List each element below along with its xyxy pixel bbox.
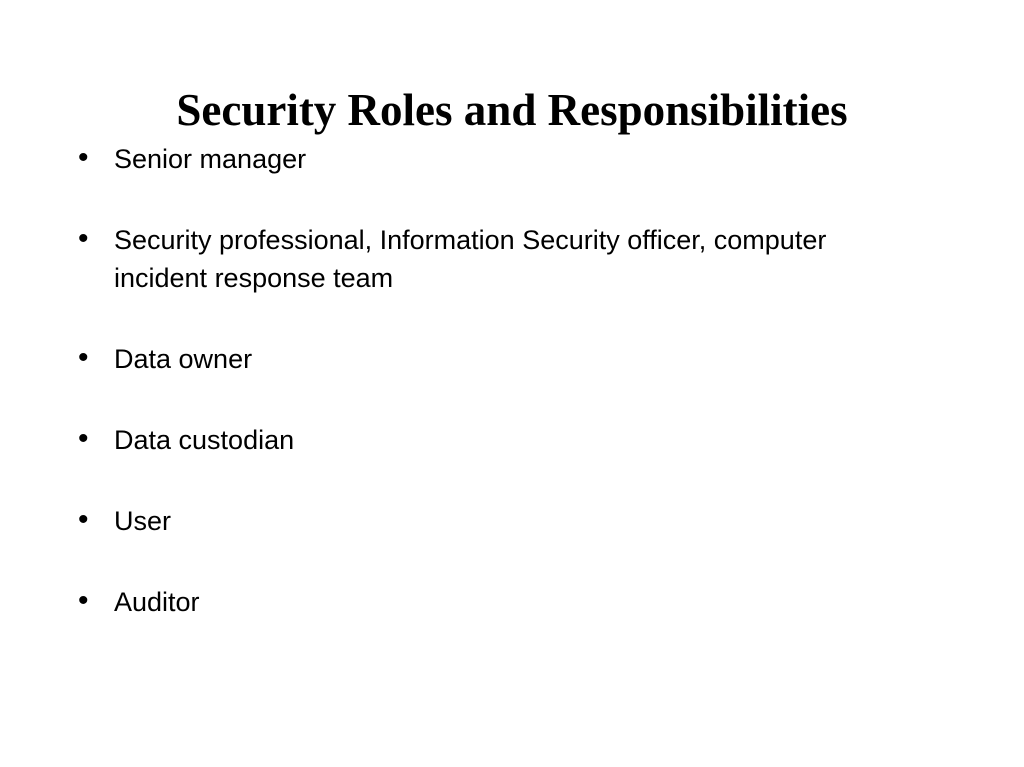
bullet-item-senior-manager	[74, 140, 974, 178]
bullet-item-data-owner	[74, 340, 974, 378]
bullet-list	[74, 140, 974, 664]
bullet-icon: •	[78, 222, 89, 255]
bullet-item-data-custodian	[74, 421, 974, 459]
bullet-text: Auditor	[114, 587, 200, 617]
bullet-icon: •	[78, 584, 89, 617]
bullet-icon: •	[78, 503, 89, 536]
bullet-icon: •	[78, 422, 89, 455]
slide-title: Security Roles and Responsibilities	[176, 85, 848, 135]
bullet-text: User	[114, 506, 172, 536]
bullet-text: Data owner	[114, 344, 253, 374]
bullet-text: Security professional, Information Security officer, computer incident response team	[114, 225, 827, 293]
bullet-text: Senior manager	[114, 144, 307, 174]
bullet-text: Data custodian	[114, 425, 295, 455]
bullet-item-security-professional	[74, 221, 834, 297]
bullet-item-auditor	[74, 583, 974, 621]
bullet-icon: •	[78, 141, 89, 174]
bullet-icon: •	[78, 341, 89, 374]
bullet-item-user	[74, 502, 974, 540]
